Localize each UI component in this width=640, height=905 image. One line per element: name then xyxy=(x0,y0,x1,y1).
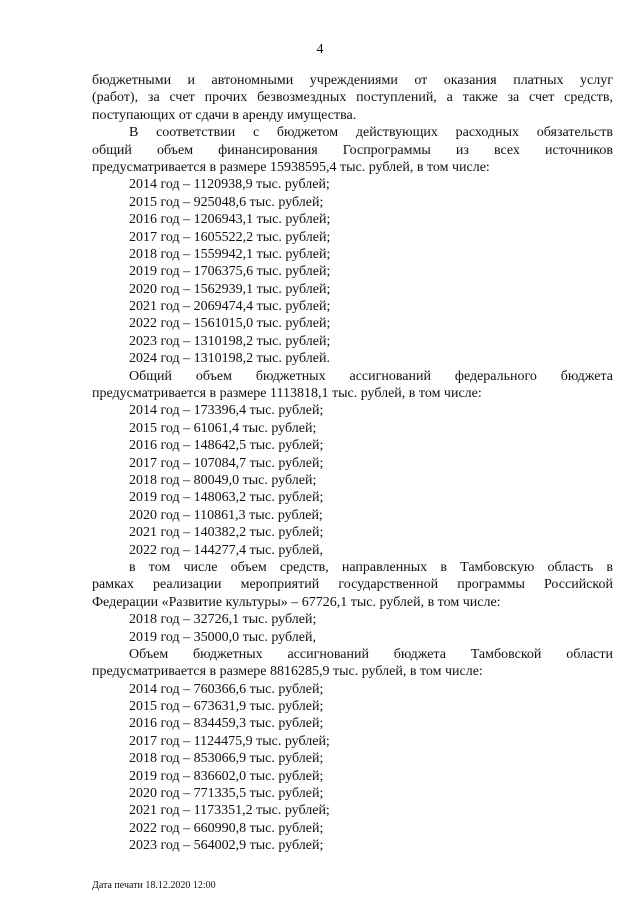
paragraph-line: бюджетными и автономными учреждениями от оказания платных услуг xyxy=(92,73,613,88)
list-item: 2015 год – 673631,9 тыс. рублей; xyxy=(129,699,324,715)
list-item: 2016 год – 148642,5 тыс. рублей; xyxy=(129,438,324,454)
paragraph-line: В соответствии с бюджетом действующих расходных обязательств xyxy=(129,125,613,141)
list-item: 2018 год – 80049,0 тыс. рублей; xyxy=(129,472,317,488)
list-item: 2020 год – 771335,5 тыс. рублей; xyxy=(129,786,324,802)
paragraph-line: Федерации «Развитие культуры» – 67726,1 тыс. рублей, в том числе: xyxy=(92,594,501,610)
paragraph-line: предусматривается в размере 8816285,9 тыс. рублей, в том числе: xyxy=(92,664,483,680)
list-item: 2018 год – 1559942,1 тыс. рублей; xyxy=(129,246,331,262)
list-item: 2018 год – 32726,1 тыс. рублей; xyxy=(129,612,317,628)
print-date-footer: Дата печати 18.12.2020 12:00 xyxy=(92,880,216,891)
list-item: 2015 год – 61061,4 тыс. рублей; xyxy=(129,420,317,436)
list-item: 2015 год – 925048,6 тыс. рублей; xyxy=(129,194,324,210)
paragraph-line: общий объем финансирования Госпрограммы из всех источников xyxy=(92,142,613,158)
list-item: 2019 год – 148063,2 тыс. рублей; xyxy=(129,490,324,506)
paragraph-line: Объем бюджетных ассигнований бюджета Тамбовской области xyxy=(129,646,613,662)
list-item: 2020 год – 110861,3 тыс. рублей; xyxy=(129,507,323,523)
list-item: 2017 год – 1124475,9 тыс. рублей; xyxy=(129,733,330,749)
list-item: 2014 год – 173396,4 тыс. рублей; xyxy=(129,403,324,419)
list-item: 2020 год – 1562939,1 тыс. рублей; xyxy=(129,281,331,297)
list-item: 2021 год – 140382,2 тыс. рублей; xyxy=(129,525,324,541)
list-item: 2023 год – 1310198,2 тыс. рублей; xyxy=(129,333,331,349)
list-item: 2021 год – 2069474,4 тыс. рублей; xyxy=(129,299,331,315)
list-item: 2018 год – 853066,9 тыс. рублей; xyxy=(129,751,324,767)
list-item: 2022 год – 144277,4 тыс. рублей, xyxy=(129,542,323,558)
list-item: 2019 год – 35000,0 тыс. рублей, xyxy=(129,629,316,645)
list-item: 2016 год – 834459,3 тыс. рублей; xyxy=(129,716,324,732)
list-item: 2024 год – 1310198,2 тыс. рублей. xyxy=(129,351,330,367)
paragraph-line: поступающих от сдачи в аренду имущества. xyxy=(92,107,357,123)
paragraph-line: в том числе объем средств, направленных в Тамбовскую область в xyxy=(129,559,613,575)
list-item: 2017 год – 107084,7 тыс. рублей; xyxy=(129,455,324,471)
list-item: 2016 год – 1206943,1 тыс. рублей; xyxy=(129,212,331,228)
list-item: 2017 год – 1605522,2 тыс. рублей; xyxy=(129,229,331,245)
paragraph-line: (работ), за счет прочих безвозмездных поступлений, а также за счет средств, xyxy=(92,90,613,106)
list-item: 2019 год – 1706375,6 тыс. рублей; xyxy=(129,264,331,280)
paragraph-line: предусматривается в размере 1113818,1 тыс. рублей, в том числе: xyxy=(92,386,482,402)
paragraph-line: предусматривается в размере 15938595,4 тыс. рублей, в том числе: xyxy=(92,159,490,175)
list-item: 2019 год – 836602,0 тыс. рублей; xyxy=(129,768,324,784)
list-item: 2014 год – 760366,6 тыс. рублей; xyxy=(129,681,324,697)
list-item: 2023 год – 564002,9 тыс. рублей; xyxy=(129,838,324,854)
list-item: 2021 год – 1173351,2 тыс. рублей; xyxy=(129,803,330,819)
list-item: 2022 год – 1561015,0 тыс. рублей; xyxy=(129,316,331,332)
paragraph-line: Общий объем бюджетных ассигнований федерального бюджета xyxy=(129,368,613,384)
list-item: 2014 год – 1120938,9 тыс. рублей; xyxy=(129,177,330,193)
document-body xyxy=(92,72,613,855)
paragraph-line: рамках реализации мероприятий государственной программы Российской xyxy=(92,577,613,593)
list-item: 2022 год – 660990,8 тыс. рублей; xyxy=(129,820,324,836)
page-number: 4 xyxy=(316,42,324,57)
